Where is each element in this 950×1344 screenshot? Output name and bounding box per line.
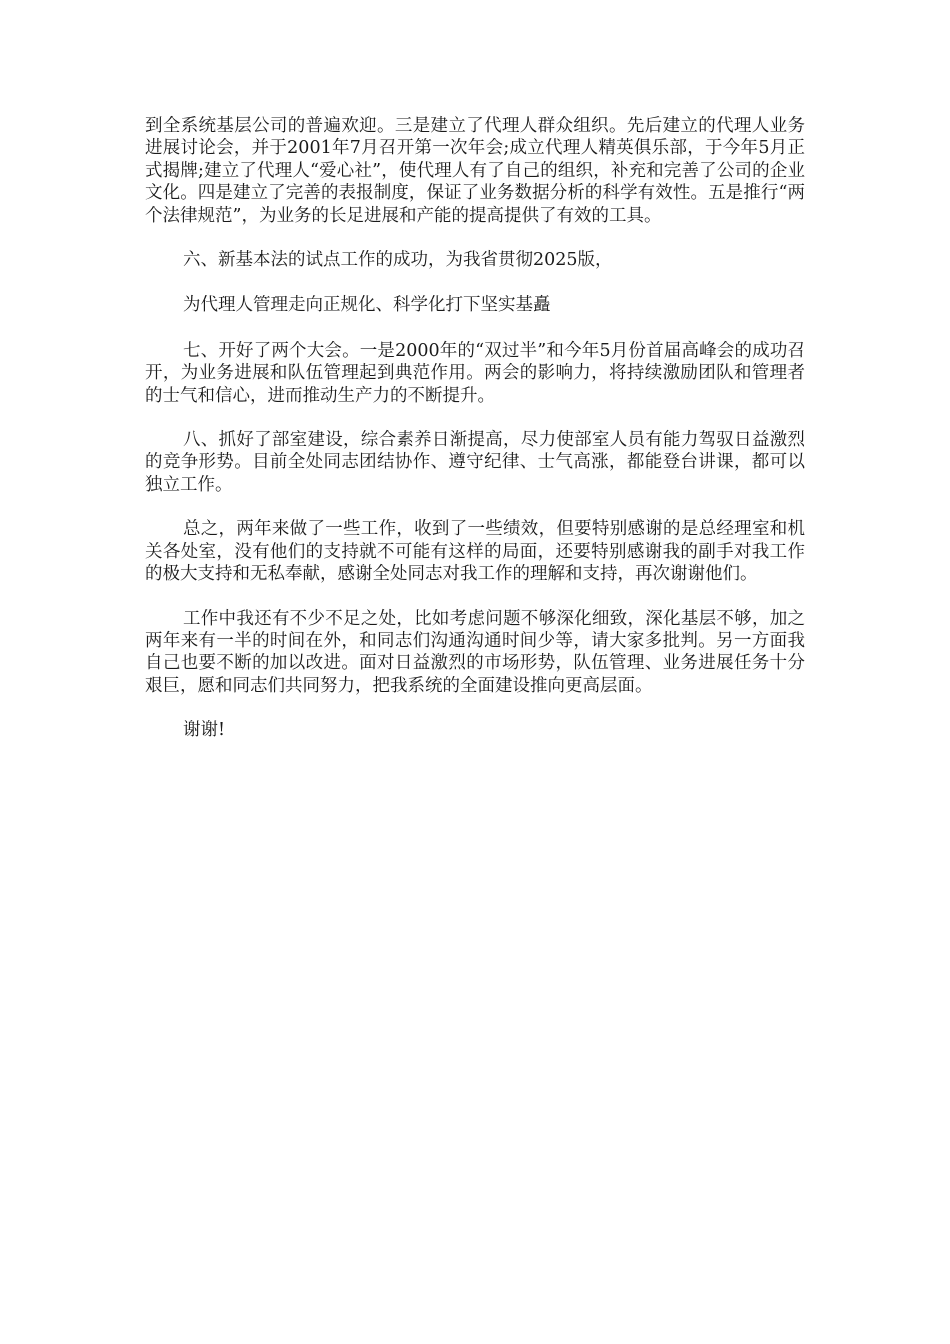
paragraph-item-six-cont: 为代理人管理走向正规化、科学化打下坚实基矗 bbox=[183, 295, 551, 316]
paragraph-continuation: 到全系统基层公司的普遍欢迎。三是建立了代理人群众组织。先后建立的代理人业务进展讨论会，并于2001年7月召开第一次年会;成立代理人精英俱乐部，于今年5月正式揭牌;建立了代理人“爱心社”，使代理人有了自己的组织，补充和完善了公司的企业文化。四是建立了完善的表报制度，保证了业务数据分析的科学有效性。五是推行“两个法律规范”，为业务的长足进展和产能的提高提供了有效的工具。 bbox=[145, 116, 805, 226]
paragraph-item-eight: 八、抓好了部室建设，综合素养日渐提高，尽力使部室人员有能力驾驭日益激烈的竞争形势。目前全处同志团结协作、遵守纪律、士气高涨，都能登台讲课，都可以独立工作。 bbox=[145, 430, 805, 495]
document-body bbox=[145, 115, 805, 764]
paragraph-item-six: 六、新基本法的试点工作的成功，为我省贯彻2025版， bbox=[183, 250, 613, 271]
paragraph-item-seven: 七、开好了两个大会。一是2000年的“双过半”和今年5月份首届高峰会的成功召开，为业务进展和队伍管理起到典范作用。两会的影响力，将持续激励团队和管理者的士气和信心，进而推动生产力的不断提升。 bbox=[145, 340, 805, 406]
paragraph-thanks: 谢谢! bbox=[183, 720, 226, 741]
paragraph-shortcomings: 工作中我还有不少不足之处，比如考虑问题不够深化细致，深化基层不够，加之两年来有一半的时间在外，和同志们沟通沟通时间少等，请大家多批判。另一方面我自己也要不断的加以改进。面对日益激烈的市场形势，队伍管理、业务进展任务十分艰巨，愿和同志们共同努力，把我系统的全面建设推向更高层面。 bbox=[145, 608, 805, 696]
paragraph-summary: 总之，两年来做了一些工作，收到了一些绩效，但要特别感谢的是总经理室和机关各处室，没有他们的支持就不可能有这样的局面，还要特别感谢我的副手对我工作的极大支持和无私奉献，感谢全处同志对我工作的理解和支持，再次谢谢他们。 bbox=[145, 519, 805, 585]
